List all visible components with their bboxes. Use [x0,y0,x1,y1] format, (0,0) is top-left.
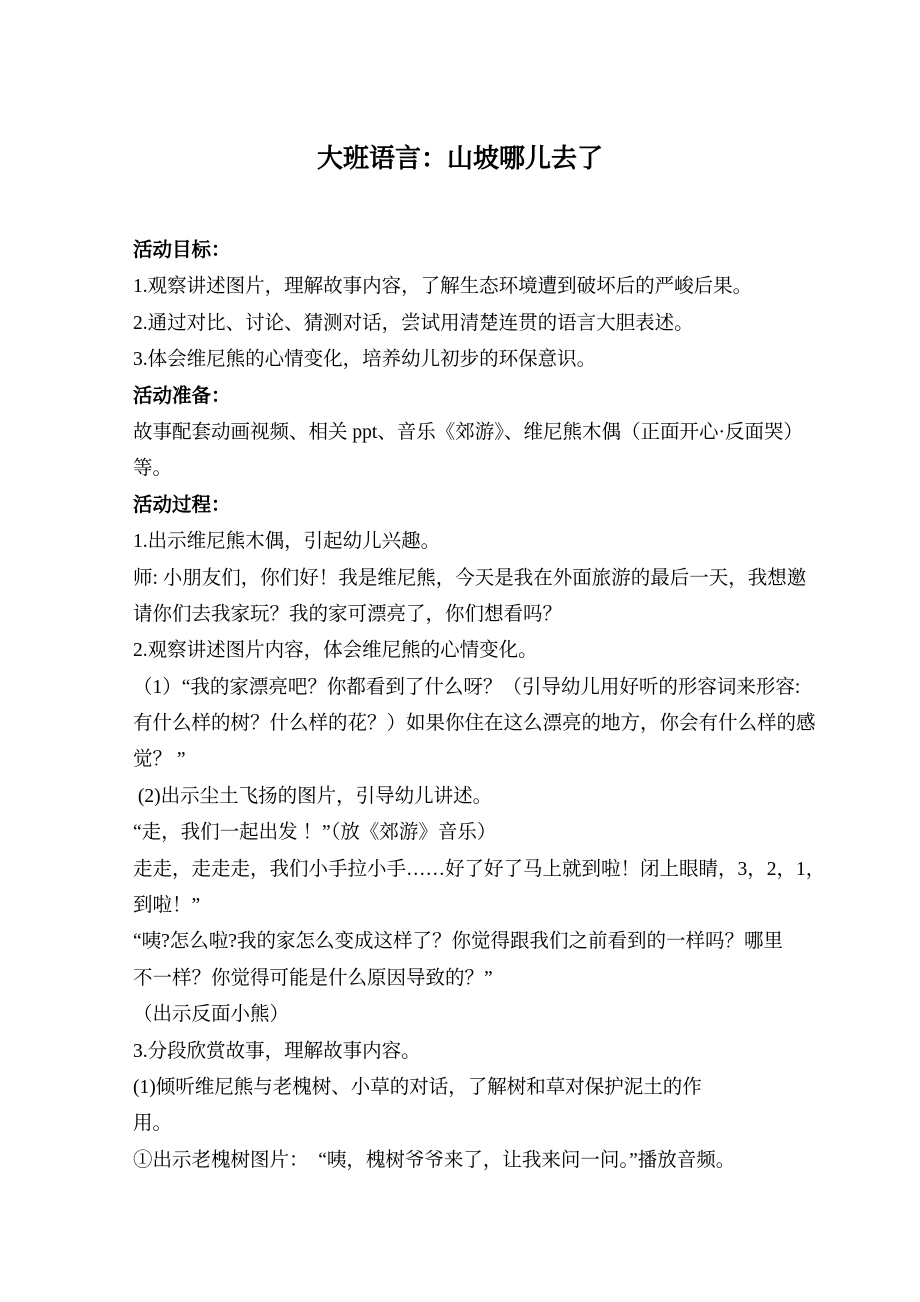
text-line: “咦?怎么啦?我的家怎么变成这样了？你觉得跟我们之前看到的一样吗？哪里 [133,931,783,953]
document-body [133,233,826,1179]
text-line: 师: 小朋友们，你们好！我是维尼熊，今天是我在外面旅游的最后一天，我想邀 [133,567,807,589]
text-line: (1)倾听维尼熊与老槐树、小草的对话，了解树和草对保护泥土的作 [133,1076,702,1098]
text-line: 1.出示维尼熊木偶，引起幼儿兴趣。 [133,531,441,553]
section-heading-preparation: 活动准备： [133,385,231,407]
text-line: 用。 [133,1113,173,1135]
text-line: ①出示老槐树图片： “咦，槐树爷爷来了，让我来问一问。”播放音频。 [133,1149,736,1171]
text-line: 3.分段欣赏故事，理解故事内容。 [133,1040,421,1062]
text-line: 2.通过对比、讨论、猜测对话，尝试用清楚连贯的语言大胆表述。 [133,312,694,334]
text-line: 等。 [133,458,173,480]
text-line: 有什么样的树？什么样的花？）如果你住在这么漂亮的地方，你会有什么样的感 [133,713,816,735]
section-heading-process: 活动过程： [133,494,231,516]
text-line: 请你们去我家玩？我的家可漂亮了，你们想看吗？ [133,603,563,625]
section-heading-goals: 活动目标： [133,240,231,261]
text-line: “走，我们一起出发 ！”（放《郊游》音乐） [133,822,497,844]
text-line: 走走，走走走，我们小手拉小手……好了好了马上就到啦！闭上眼睛，3，2，1， [133,858,826,880]
text-line: （出示反面小熊） [133,1004,290,1026]
text-line: (2)出示尘土飞扬的图片，引导幼儿讲述。 [133,785,493,807]
text-line: 1.观察讲述图片，理解故事内容，了解生态环境遭到破坏后的严峻后果。 [133,276,753,298]
text-line: （1）“我的家漂亮吧？你都看到了什么呀？（引导幼儿用好听的形容词来形容: [133,676,801,698]
document-title: 大班语言：山坡哪儿去了 [316,143,603,173]
text-line: 到啦！” [133,895,201,917]
text-line: 故事配套动画视频、相关 ppt、音乐《郊游》、维尼熊木偶（正面开心·反面哭） [133,421,804,443]
text-line: 3.体会维尼熊的心情变化，培养幼儿初步的环保意识。 [133,349,597,371]
text-line: 2.观察讲述图片内容，体会维尼熊的心情变化。 [133,640,538,662]
text-line: 觉？ ” [133,749,186,771]
text-line: 不一样？你觉得可能是什么原因导致的？” [133,967,493,989]
